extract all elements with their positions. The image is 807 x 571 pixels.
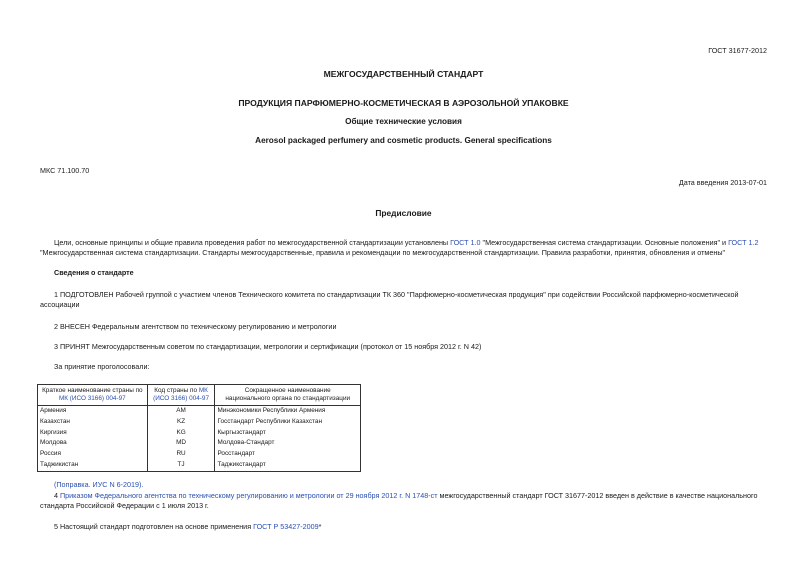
mk-iso-link[interactable]: МК (ИСО 3166) 004-97 [58, 395, 126, 402]
col-country-header-line1: Краткое наименование страны по [42, 386, 143, 394]
col-country-header [38, 385, 148, 406]
body-cell: Минэкономики Республики Армения [215, 406, 361, 417]
country-cell: Армения [38, 406, 148, 417]
introduction-date: Дата введения 2013-07-01 [678, 178, 767, 187]
mk-link[interactable]: МК [198, 386, 208, 394]
standard-info-heading: Сведения о стандарте [54, 268, 134, 277]
body-cell: Госстандарт Республики Казахстан [215, 417, 361, 428]
p4-number: 4 [54, 491, 60, 500]
table-row [38, 406, 361, 417]
document-title-en: Aerosol packaged perfumery and cosmetic products. General specifications [255, 136, 552, 145]
preface-heading: Предисловие [375, 208, 432, 218]
table-header-row [38, 385, 361, 406]
p5-text: 5 Настоящий стандарт подготовлен на основе применения [54, 522, 254, 531]
code-cell: AM [147, 406, 215, 417]
code-cell: KG [147, 428, 215, 439]
document-subtitle: Общие технические условия [345, 117, 462, 126]
voting-countries-table [37, 384, 361, 472]
gost-r-53427-link[interactable]: ГОСТ Р 53427-2009 [253, 522, 319, 531]
intro-text-3: "Межгосударственная система стандартизации. Стандарты межгосударственные, правила и рекомендации по межгосударственной стандартизации. Правила разработки, принятия, обновления и отмены" [40, 248, 726, 257]
paragraph-3: 3 ПРИНЯТ Межгосударственным советом по стандартизации, метрологии и сертификации (протокол от 15 ноября 2012 г. N 42) [54, 342, 482, 351]
code-cell: KZ [147, 417, 215, 428]
doc-number: ГОСТ 31677-2012 [708, 46, 767, 55]
col-body-header [215, 385, 361, 406]
amendment-link[interactable]: (Поправка. ИУС N 6-2019). [54, 480, 144, 489]
gost-1-0-link[interactable]: ГОСТ 1.0 [450, 238, 481, 247]
paragraph-1: 1 ПОДГОТОВЛЕН Рабочей группой с участием членов Технического комитета по стандартизации ТК 360 "Парфюмерно-косметическая продукция" при содействии Российской парфюмерно-косметической ассоциации [40, 290, 739, 309]
country-cell: Таджикистан [38, 460, 148, 471]
body-cell: Кыргызстандарт [215, 428, 361, 439]
col-code-header [147, 385, 215, 406]
footnote-mark: * [318, 522, 322, 531]
body-cell: Молдова-Стандарт [215, 438, 361, 449]
iso-3166-link[interactable]: (ИСО 3166) 004-97 [153, 395, 210, 402]
p4-text: межгосударственный стандарт ГОСТ 31677-2012 введен в действие в качестве национального стандарта Российской Федерации с 1 июля 2013 г. [40, 491, 758, 510]
code-cell: TJ [147, 460, 215, 471]
intro-text-1: Цели, основные принципы и общие правила проведения работ по межгосударственной стандартизации установлены [54, 238, 451, 247]
paragraph-2: 2 ВНЕСЕН Федеральным агентством по техническому регулированию и метрологии [54, 322, 337, 331]
country-cell: Киргизия [38, 428, 148, 439]
table-row [38, 449, 361, 460]
paragraph-5 [54, 522, 321, 531]
gost-1-2-link[interactable]: ГОСТ 1.2 [728, 238, 759, 247]
intro-text-2: "Межгосударственная система стандартизации. Основные положения" и [480, 238, 729, 247]
body-cell: Росстандарт [215, 449, 361, 460]
order-link[interactable]: Приказом Федерального агентства по техническому регулированию и метрологии от 29 ноября 2012 г. N 1748-ст [60, 491, 438, 500]
col-body-header-line1: Сокращенное наименование [244, 386, 331, 394]
col-code-header-line1: Код страны по [154, 386, 199, 394]
country-cell: Россия [38, 449, 148, 460]
document-title: ПРОДУКЦИЯ ПАРФЮМЕРНО-КОСМЕТИЧЕСКАЯ В АЭРОЗОЛЬНОЙ УПАКОВКЕ [238, 98, 569, 108]
body-cell: Таджикстандарт [215, 460, 361, 471]
code-cell: RU [147, 449, 215, 460]
col-body-header-line2: национального органа по стандартизации [225, 395, 351, 402]
table-row [38, 438, 361, 449]
voted-label: За принятие проголосовали: [54, 362, 150, 371]
preface-intro [40, 238, 770, 258]
table-row [38, 417, 361, 428]
code-cell: MD [147, 438, 215, 449]
mks-code: МКС 71.100.70 [40, 166, 90, 175]
standard-type: МЕЖГОСУДАРСТВЕННЫЙ СТАНДАРТ [323, 69, 484, 79]
country-cell: Казахстан [38, 417, 148, 428]
country-cell: Молдова [38, 438, 148, 449]
table-row [38, 460, 361, 471]
table-row [38, 428, 361, 439]
paragraph-4 [40, 491, 770, 511]
